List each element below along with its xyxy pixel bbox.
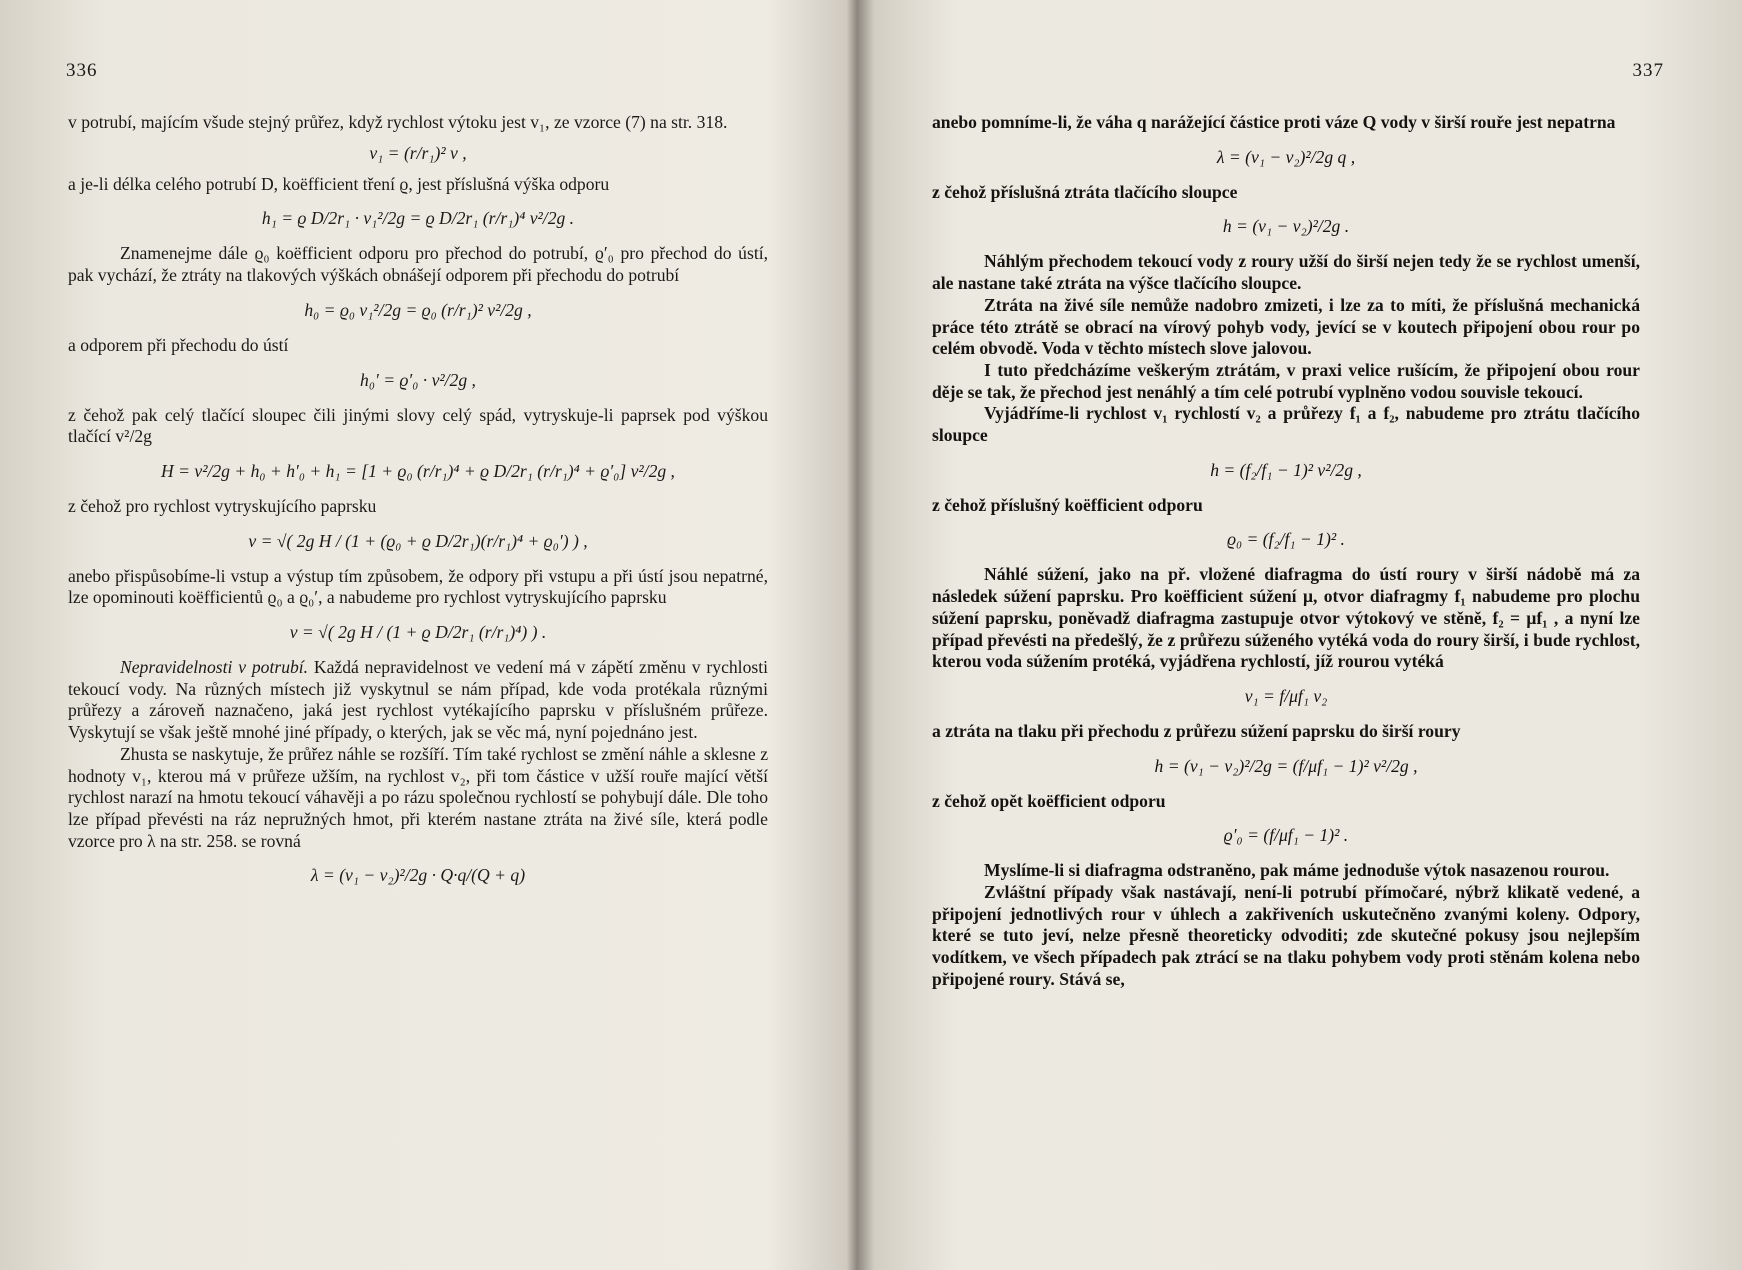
paragraph: z čehož opět koëfficient odporu	[932, 790, 1166, 811]
paragraph: z čehož příslušný koëfficient odporu	[932, 494, 1203, 515]
paragraph: z čehož příslušná ztráta tlačícího sloupce	[932, 181, 1238, 202]
left-page	[0, 0, 860, 1270]
paragraph: Náhlé súžení, jako na př. vložené diafragma do ústí roury v širší nádobě má za následek súžení paprsku. Pro koëfficient súžení μ, otvor diafragmy f₁ nabudeme pro plochu súžení paprsku, poněvadž diafragma zastupuje otvor výtokový ve stěně, f₂ = μf₁ , a nyní lze případ převésti na předešlý, že z průřezu súženého vytéká voda do roury širší, i bude rychlost, kterou voda súžením protéká, vyjádřena rychlostí, jíž rourou vytéká	[932, 564, 1640, 672]
equation: v₁ = f/μf₁ v₂	[1244, 685, 1328, 706]
paragraph: I tuto předcházíme veškerým ztrátám, v praxi velice rušícím, že připojení obou rour děje se tak, že přechod jest nenáhlý a tím celé potrubí vyplněno vodou souvisle tekoucí.	[932, 359, 1640, 402]
paragraph: a odporem při přechodu do ústí	[68, 334, 289, 355]
equation: ϱ′₀ = (f/μf₁ − 1)² .	[1223, 825, 1349, 846]
paragraph: anebo pomníme-li, že váha q narážející částice proti váze Q vody v širší rouře jest nepatrna	[932, 112, 1616, 132]
paragraph: Znamenejme dále ϱ₀ koëfficient odporu pro přechod do potrubí, ϱ′₀ pro přechod do ústí, pak vychází, že ztráty na tlakových výškách obnášejí odporem při přechodu do potrubí	[68, 243, 768, 286]
paragraph: a je-li délka celého potrubí D, koëfficient tření ϱ, jest příslušná výška odporu	[68, 173, 610, 194]
equation: λ = (v₁ − v₂)²/2g q ,	[1216, 146, 1356, 167]
page-number: 336	[66, 60, 98, 81]
paragraph: Náhlým přechodem tekoucí vody z roury užší do širší nejen tedy že se rychlost umenší, ale nastane také ztráta na výšce tlačícího sloupce.	[932, 251, 1640, 294]
equation: v₁ = (r/r₁)² v ,	[369, 142, 467, 163]
equation: h = (v₁ − v₂)²/2g .	[1222, 216, 1350, 237]
paragraph: Myslíme-li si diafragma odstraněno, pak máme jednoduše výtok nasazenou rourou.	[984, 860, 1610, 881]
text-column	[932, 112, 1640, 991]
equation: h₁ = ϱ D/2r₁ · v₁²/2g = ϱ D/2r₁ (r/r₁)⁴ v²/2g .	[261, 208, 575, 229]
right-page	[880, 0, 1742, 1270]
paragraph: Ztráta na živé síle nemůže nadobro zmizeti, i lze za to míti, že příslušná mechanická práce této ztrátě se obrací na vírový pohyb vody, jevící se v koutech připojení obou rour po celém obvodě. Voda v těchto místech slove jalovou.	[932, 294, 1640, 359]
equation: ϱ₀ = (f₂/f₁ − 1)² .	[1227, 529, 1345, 550]
equation: H = v²/2g + h₀ + h′₀ + h₁ = [1 + ϱ₀ (r/r₁)⁴ + ϱ D/2r₁ (r/r₁)⁴ + ϱ′₀] v²/2g ,	[161, 460, 675, 481]
equation: h₀′ = ϱ′₀ · v²/2g ,	[360, 369, 476, 390]
paragraph	[68, 657, 768, 744]
paragraph: z čehož pak celý tlačící sloupec čili jinými slovy celý spád, vytryskuje-li paprsek pod výškou tlačící v²/2g	[68, 404, 768, 447]
equation: h₀ = ϱ₀ v₁²/2g = ϱ₀ (r/r₁)² v²/2g ,	[304, 299, 532, 320]
section-heading: Nepravidelnosti v potrubí.	[120, 657, 309, 678]
equation: λ = (v₁ − v₂)²/2g · Q·q/(Q + q)	[310, 865, 526, 886]
equation: v = √( 2g H / (1 + ϱ D/2r₁ (r/r₁)⁴) ) .	[289, 622, 547, 643]
paragraph: v potrubí, majícím všude stejný průřez, když rychlost výtoku jest v₁, ze vzorce (7) na str. 318.	[68, 112, 728, 132]
paragraph: Zhusta se naskytuje, že průřez náhle se rozšíří. Tím také rychlost se změní náhle a sklesne z hodnoty v₁, kterou má v průřeze užším, na rychlost v₂, při tom částice v užší rouře mající větší rychlost narazí na hmotu tekoucí váhavěji a po rázu společnou rychlostí se pohybují dále. Dle toho lze případ převésti na ráz nepružných hmot, při kterém nastane ztráta na živé síle, která podle vzorce pro λ na str. 258. se rovná	[68, 743, 768, 851]
paragraph: anebo přispůsobíme-li vstup a výstup tím způsobem, že odpory při vstupu a při ústí jsou nepatrné, lze opominouti koëfficientů ϱ₀ a ϱ₀′, a nabudeme pro rychlost vytryskujícího paprsku	[68, 565, 768, 608]
paragraph: Vyjádříme-li rychlost v₁ rychlostí v₂ a průřezy f₁ a f₂, nabudeme pro ztrátu tlačícího sloupce	[932, 403, 1640, 446]
equation: v = √( 2g H / (1 + (ϱ₀ + ϱ D/2r₁)(r/r₁)⁴ + ϱ₀′) ) ,	[248, 530, 588, 551]
paragraph-text: Každá nepravidelnost ve vedení má v zápětí změnu v rychlosti tekoucí vody. Na různých místech již vyskytnul se nám případ, kde voda protékala různými průřezy a zároveň naznačeno, jaká jest rychlost vytékajícího paprsku v příslušném průřeze. Vyskytují se však ještě mnohé jiné případy, o kterých, jak se věc má, nyní pojednáno jest.	[68, 657, 768, 743]
paragraph: a ztráta na tlaku při přechodu z průřezu súžení paprsku do širší roury	[932, 720, 1461, 741]
equation: h = (f₂/f₁ − 1)² v²/2g ,	[1210, 459, 1362, 480]
equation: h = (v₁ − v₂)²/2g = (f/μf₁ − 1)² v²/2g ,	[1154, 755, 1418, 776]
paragraph: z čehož pro rychlost vytryskujícího paprsku	[68, 495, 377, 516]
text-column	[68, 112, 768, 900]
page-number: 337	[1632, 60, 1664, 81]
paragraph: Zvláštní případy však nastávají, není-li potrubí přímočaré, nýbrž klikatě vedené, a připojení jednotlivých rour v úhlech a zakřiveních uskutečněno zvanými koleny. Odpory, které se tuto jeví, nelze přesně theoreticky odvoditi; zde skutečné pokusy jsou nejlepším vodítkem, ve všech případech pak ztrácí se na tlaku pohybem vody proti stěnám kolena nebo připojené roury. Stává se,	[932, 882, 1640, 989]
